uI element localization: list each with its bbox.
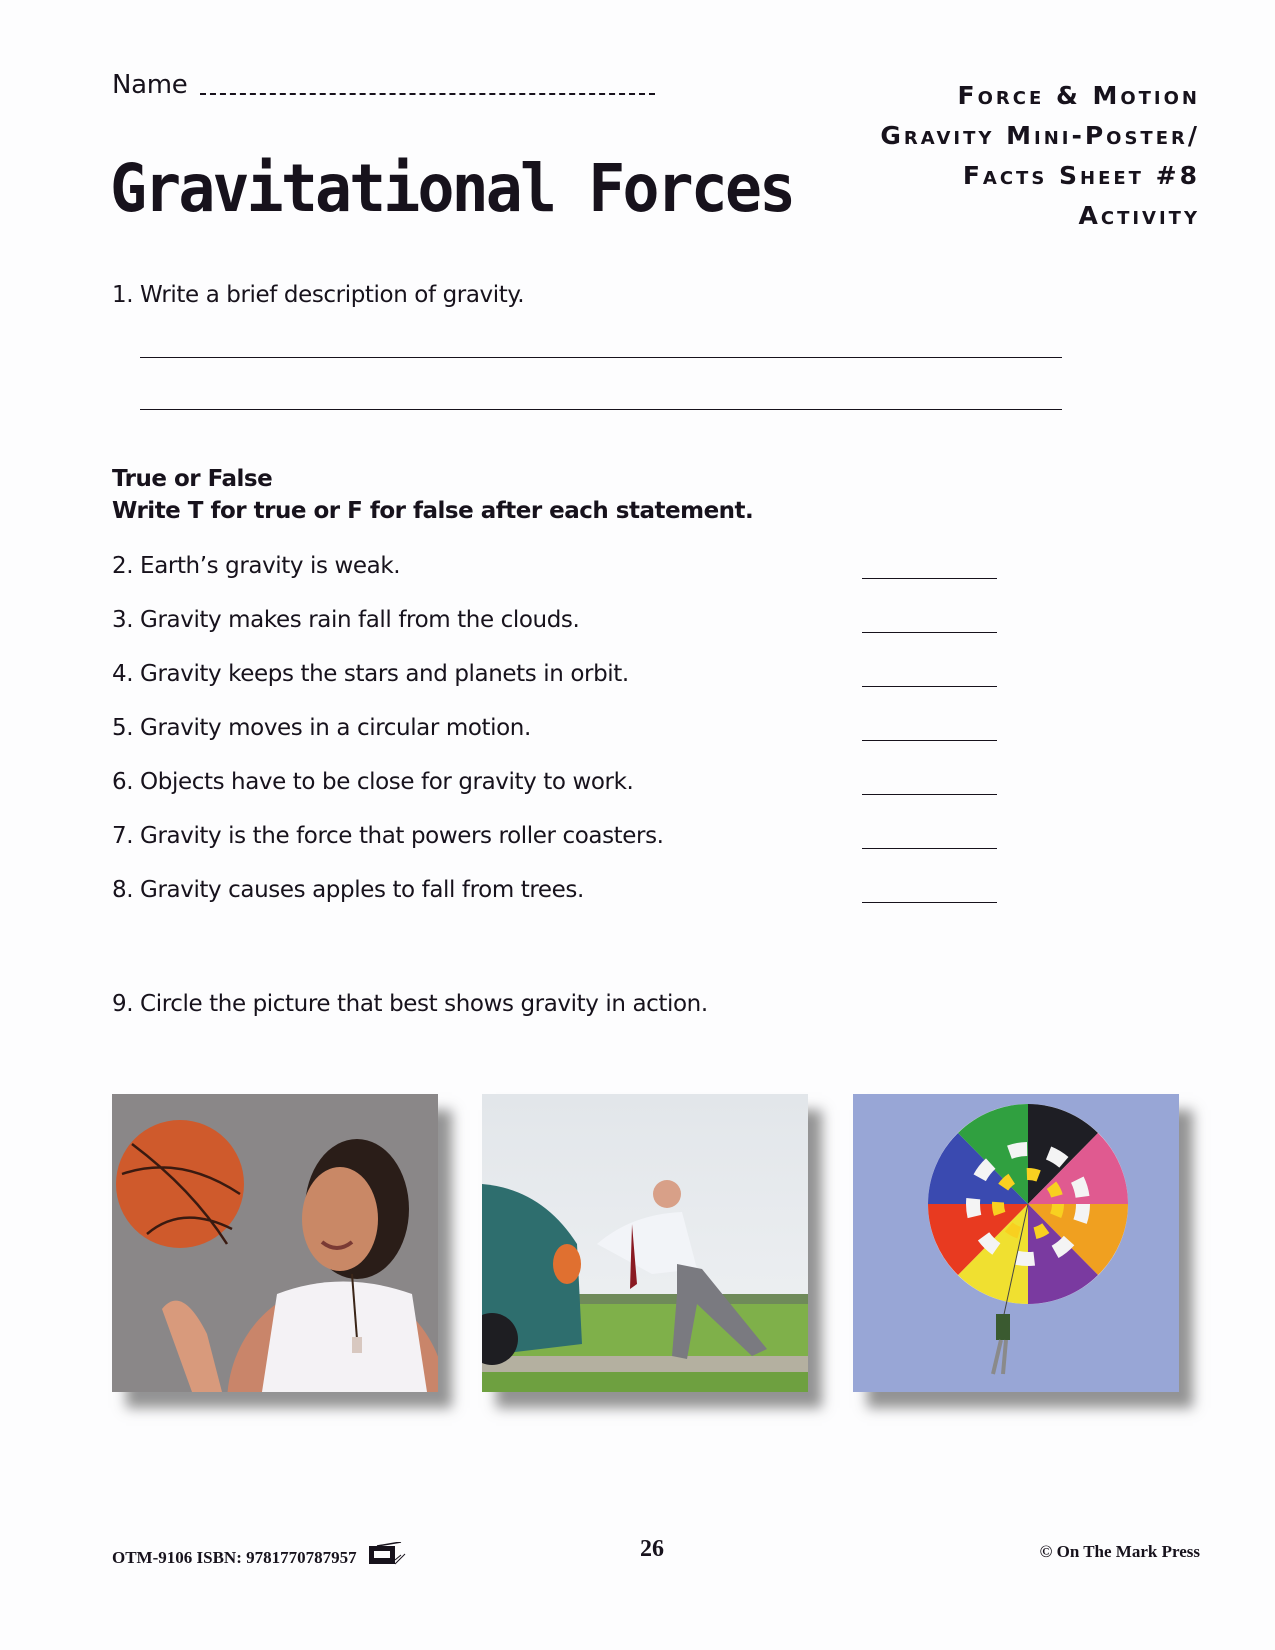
name-label: Name (112, 70, 188, 100)
statement-4: 4. Gravity keeps the stars and planets in orbit. (112, 661, 629, 687)
answer-blank-5[interactable] (862, 740, 997, 741)
name-field[interactable] (112, 70, 655, 100)
true-false-section (112, 463, 753, 527)
question-9: 9. Circle the picture that best shows gravity in action. (112, 991, 708, 1017)
section-instructions: Write T for true or F for false after each statement. (112, 498, 754, 524)
picture-pushing-car[interactable] (482, 1094, 808, 1392)
answer-blank-3[interactable] (862, 632, 997, 633)
question-1: 1. Write a brief description of gravity. (112, 282, 525, 308)
topic-header (880, 76, 1200, 236)
statement-8: 8. Gravity causes apples to fall from trees. (112, 877, 584, 903)
page-number: 26 (640, 1536, 664, 1562)
basketball-photo (112, 1094, 438, 1392)
projector-icon (367, 1542, 415, 1571)
picture-parasail[interactable] (853, 1094, 1179, 1392)
answer-blank-7[interactable] (862, 848, 997, 849)
statement-6: 6. Objects have to be close for gravity to work. (112, 769, 634, 795)
footer-code (112, 1542, 415, 1571)
topic-line: Facts Sheet #8 (962, 161, 1200, 190)
statement-3: 3. Gravity makes rain fall from the clouds. (112, 607, 580, 633)
parasail-photo (853, 1094, 1179, 1392)
statement-5: 5. Gravity moves in a circular motion. (112, 715, 531, 741)
answer-blank-8[interactable] (862, 902, 997, 903)
isbn-text: OTM-9106 ISBN: 9781770787957 (112, 1548, 357, 1567)
answer-line-2[interactable] (140, 409, 1062, 410)
picture-basketball[interactable] (112, 1094, 438, 1392)
page-title: Gravitational Forces (110, 150, 794, 227)
topic-line: Gravity Mini-Poster/ (880, 121, 1200, 150)
topic-line: Activity (1078, 201, 1200, 230)
statement-7: 7. Gravity is the force that powers roller coasters. (112, 823, 664, 849)
topic-line: Force & Motion (957, 81, 1200, 110)
copyright: © On The Mark Press (1039, 1542, 1200, 1561)
statement-2: 2. Earth’s gravity is weak. (112, 553, 401, 579)
answer-line-1[interactable] (140, 357, 1062, 358)
car-push-photo (482, 1094, 808, 1392)
name-blank-line[interactable] (200, 92, 655, 95)
answer-blank-6[interactable] (862, 794, 997, 795)
answer-blank-4[interactable] (862, 686, 997, 687)
section-heading: True or False (112, 466, 273, 492)
answer-blank-2[interactable] (862, 578, 997, 579)
